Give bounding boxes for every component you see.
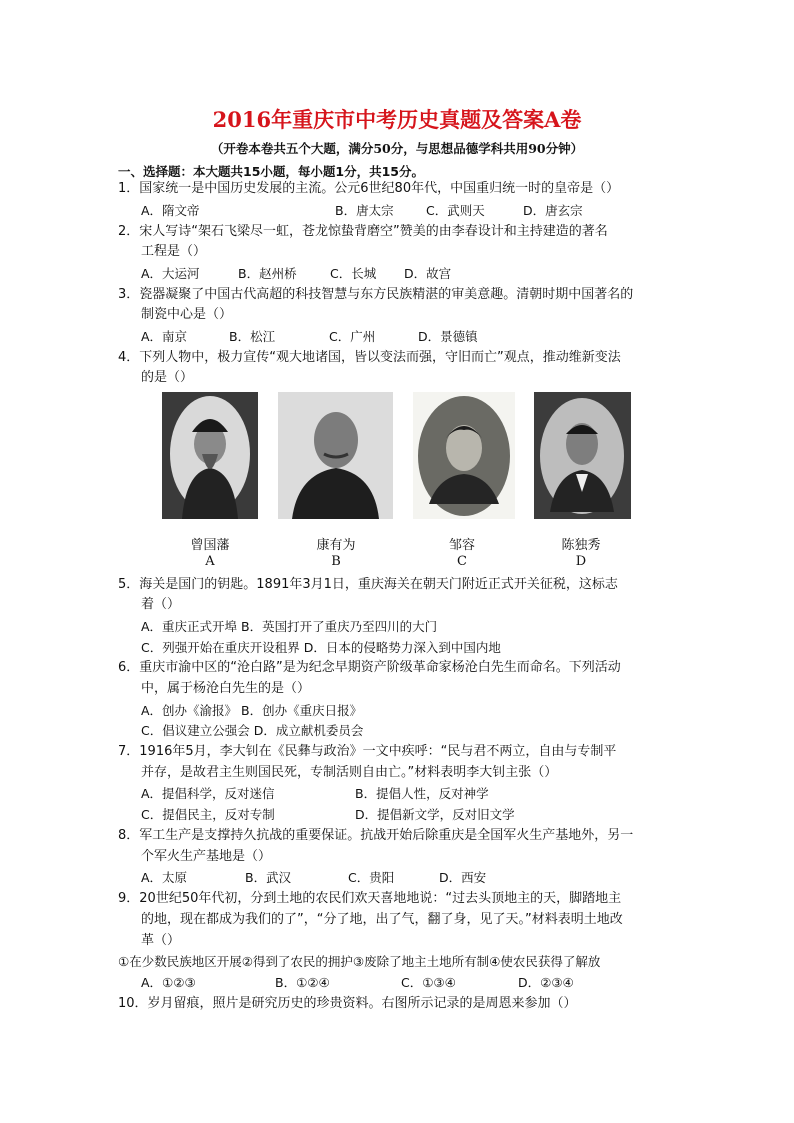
question-3: 3．瓷器凝聚了中国古代高超的科技智慧与东方民族精湛的审美意趣。清朝时期中国著名的 [118,287,634,302]
question-8-cont: 个军火生产基地是（） [141,849,272,864]
q8-option-d: D．西安 [439,870,487,885]
portrait-d [534,392,631,519]
question-9: 9．20世纪50年代初，分到土地的农民们欢天喜地地说：“过去头顶地主的天，脚踏地主 [118,891,622,906]
q9-option-d: D．②③④ [518,975,574,990]
question-9-cont: 的地，现在都成为我们的了”，“分了地，出了气，翻了身，见了天。”材料表明土地改 [141,912,623,927]
q3-option-b: B．松江 [229,329,276,344]
question-5-cont: 着（） [141,597,181,612]
letter-d: D [575,554,587,569]
portrait-a [162,392,258,519]
q5-options-ab: A．重庆正式开埠 B．英国打开了重庆乃至四川的大门 [141,619,438,634]
question-6: 6．重庆市渝中区的“沧白路”是为纪念早期资产阶级革命家杨沧白先生而命名。下列活动 [118,660,621,675]
q7-option-d: D．提倡新文学，反对旧文学 [355,807,515,822]
q6-options-ab: A．创办《渝报》 B．创办《重庆日报》 [141,703,363,718]
q7-option-c: C．提倡民主，反对专制 [141,807,275,822]
portrait-c [413,392,515,519]
q2-option-d: D．故宫 [404,266,452,281]
caption-a: 曾国藩 [190,538,230,553]
q5-options-cd: C．列强开始在重庆开设租界 D．日本的侵略势力深入到中国内地 [141,640,501,655]
caption-b: 康有为 [316,538,356,553]
question-5: 5．海关是国门的钥匙。1891年3月1日，重庆海关在朝天门附近正式开关征税，这标志 [118,577,618,592]
question-3-cont: 制瓷中心是（） [141,307,233,322]
letter-a: A [205,554,215,569]
letter-b: B [331,554,341,569]
caption-d: 陈独秀 [561,538,601,553]
question-7-cont: 并存，是故君主生则国民死，专制活则自由亡。”材料表明李大钊主张（） [141,765,558,780]
letter-c: C [457,554,467,569]
q1-option-c: C．武则天 [426,203,485,218]
q8-option-b: B．武汉 [245,870,292,885]
section-heading: 一、选择题：本大题共15小题，每小题1分，共15分。 [118,164,424,179]
question-4: 4．下列人物中，极力宣传“观大地诸国，皆以变法而强，守旧而亡”观点，推动维新变法 [118,350,621,365]
q9-option-c: C．①③④ [401,975,456,990]
portrait-b [278,392,393,519]
page-subtitle: （开卷本卷共五个大题，满分50分，与思想品德学科共用90分钟） [210,141,584,156]
q3-option-a: A．南京 [141,329,188,344]
q2-option-a: A．大运河 [141,266,200,281]
question-2: 2．宋人写诗“架石飞梁尽一虹，苍龙惊蛰背磨空”赞美的由李春设计和主持建造的著名 [118,224,608,239]
q1-option-a: A．隋文帝 [141,203,200,218]
q2-option-c: C．长城 [330,266,377,281]
question-7: 7．1916年5月，李大钊在《民彝与政治》一文中疾呼：“民与君不两立，自由与专制平 [118,744,617,759]
q8-option-a: A．太原 [141,870,188,885]
caption-c: 邹容 [448,538,475,553]
q6-options-cd: C．倡议建立公强会 D．成立献机委员会 [141,723,364,738]
q7-option-a: A．提倡科学，反对迷信 [141,786,275,801]
page-title: 2016年重庆市中考历史真题及答案A卷 [212,107,582,132]
q2-option-b: B．赵州桥 [238,266,297,281]
question-9-cont2: 革（） [141,933,181,948]
question-4-cont: 的是（） [141,370,194,385]
question-8: 8．军工生产是支撑持久抗战的重要保证。抗战开始后除重庆是全国军火生产基地外，另一 [118,828,634,843]
q9-option-a: A．①②③ [141,975,196,990]
q3-option-c: C．广州 [329,329,376,344]
question-9-statements: ①在少数民族地区开展②得到了农民的拥护③废除了地主土地所有制④使农民获得了解放 [118,954,601,969]
q7-option-b: B．提倡人性，反对神学 [355,786,489,801]
q9-option-b: B．①②④ [275,975,330,990]
q8-option-c: C．贵阳 [348,870,395,885]
question-2-cont: 工程是（） [141,244,207,259]
q3-option-d: D．景德镇 [418,329,478,344]
q1-option-d: D．唐玄宗 [523,203,583,218]
q1-option-b: B．唐太宗 [335,203,394,218]
question-1: 1．国家统一是中国历史发展的主流。公元6世纪80年代，中国重归统一时的皇帝是（） [118,181,620,196]
question-6-cont: 中，属于杨沧白先生的是（） [141,681,311,696]
question-10: 10．岁月留痕，照片是研究历史的珍贵资料。右图所示记录的是周恩来参加（） [118,996,577,1011]
